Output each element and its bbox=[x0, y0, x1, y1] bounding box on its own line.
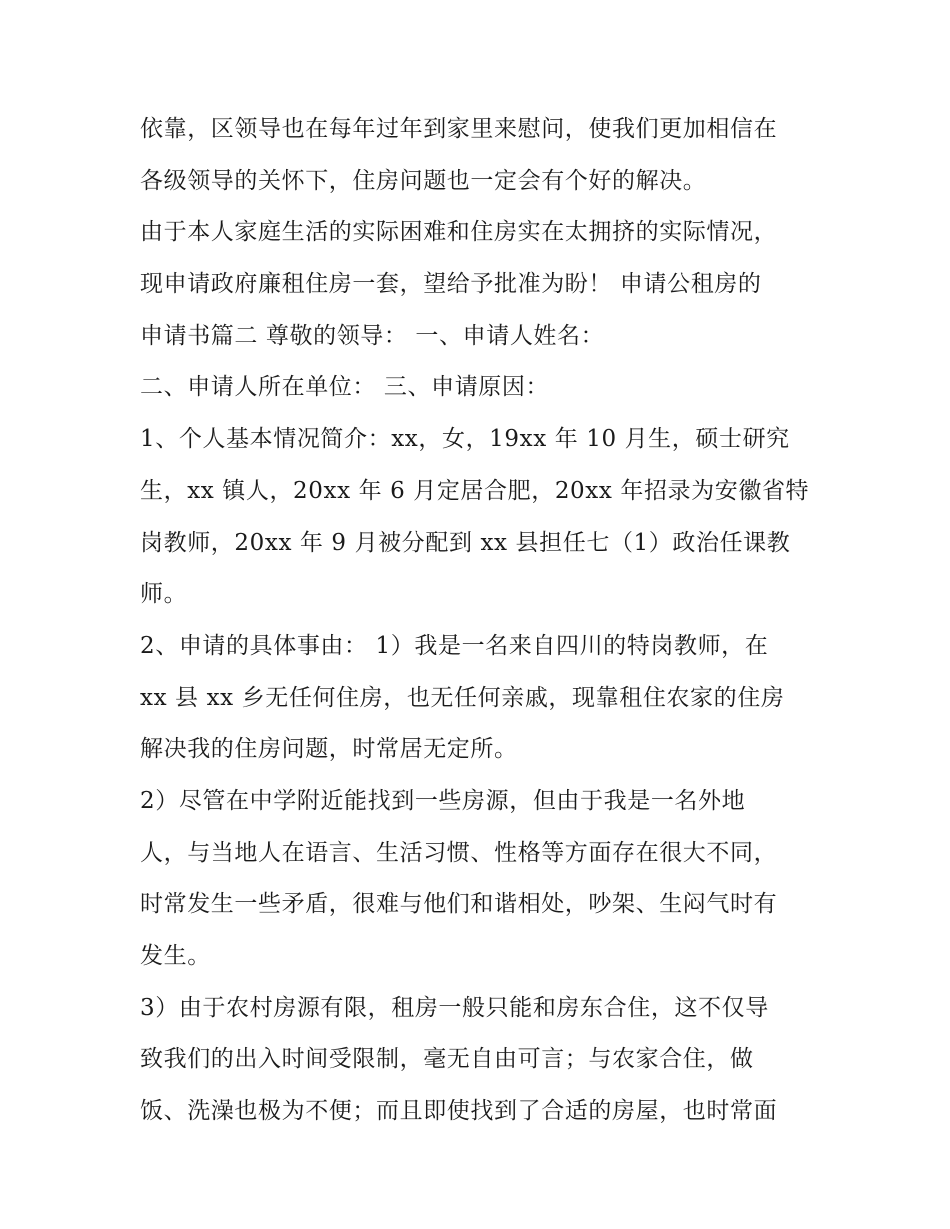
text-line: 1、个人基本情况简介：xx，女，19xx 年 10 月生，硕士研究 bbox=[140, 426, 790, 453]
text-line: 由于本人家庭生活的实际困难和住房实在太拥挤的实际情况， bbox=[140, 219, 778, 246]
text-line: xx 县 xx 乡无任何住房，也无任何亲戚，现靠租住农家的住房 bbox=[140, 684, 785, 711]
text-line: 发生。 bbox=[140, 943, 211, 969]
text-line: 2）尽管在中学附近能找到一些房源，但由于我是一名外地 bbox=[140, 787, 746, 814]
text-line: 师。 bbox=[140, 581, 188, 608]
text-line: 现申请政府廉租住房一套，望给予批准为盼！ 申请公租房的 bbox=[140, 271, 762, 298]
text-line: 时常发生一些矛盾，很难与他们和谐相处，吵架、生闷气时有 bbox=[140, 891, 778, 918]
text-line: 各级领导的关怀下，住房问题也一定会有个好的解决。 bbox=[140, 167, 707, 194]
text-line: 岗教师，20xx 年 9 月被分配到 xx 县担任七（1）政治任课教 bbox=[140, 529, 791, 556]
text-line: 生，xx 镇人，20xx 年 6 月定居合肥，20xx 年招录为安徽省特 bbox=[140, 477, 810, 504]
document-body bbox=[140, 104, 820, 1138]
text-line: 人，与当地人在语言、生活习惯、性格等方面存在很大不同， bbox=[140, 839, 778, 866]
text-line: 致我们的出入时间受限制，毫无自由可言；与农家合住，做 bbox=[140, 1046, 754, 1073]
text-line: 饭、洗澡也极为不便；而且即使找到了合适的房屋，也时常面 bbox=[140, 1098, 778, 1125]
text-line: 申请书篇二 尊敬的领导： 一、申请人姓名： bbox=[140, 322, 605, 349]
text-line: 解决我的住房问题，时常居无定所。 bbox=[140, 736, 518, 763]
text-line: 3）由于农村房源有限，租房一般只能和房东合住，这不仅导 bbox=[140, 994, 769, 1021]
text-line: 2、申请的具体事由： 1）我是一名来自四川的特岗教师，在 bbox=[140, 632, 769, 659]
text-line: 依靠，区领导也在每年过年到家里来慰问，使我们更加相信在 bbox=[140, 116, 778, 142]
text-line: 二、申请人所在单位： 三、申请原因： bbox=[140, 374, 550, 401]
